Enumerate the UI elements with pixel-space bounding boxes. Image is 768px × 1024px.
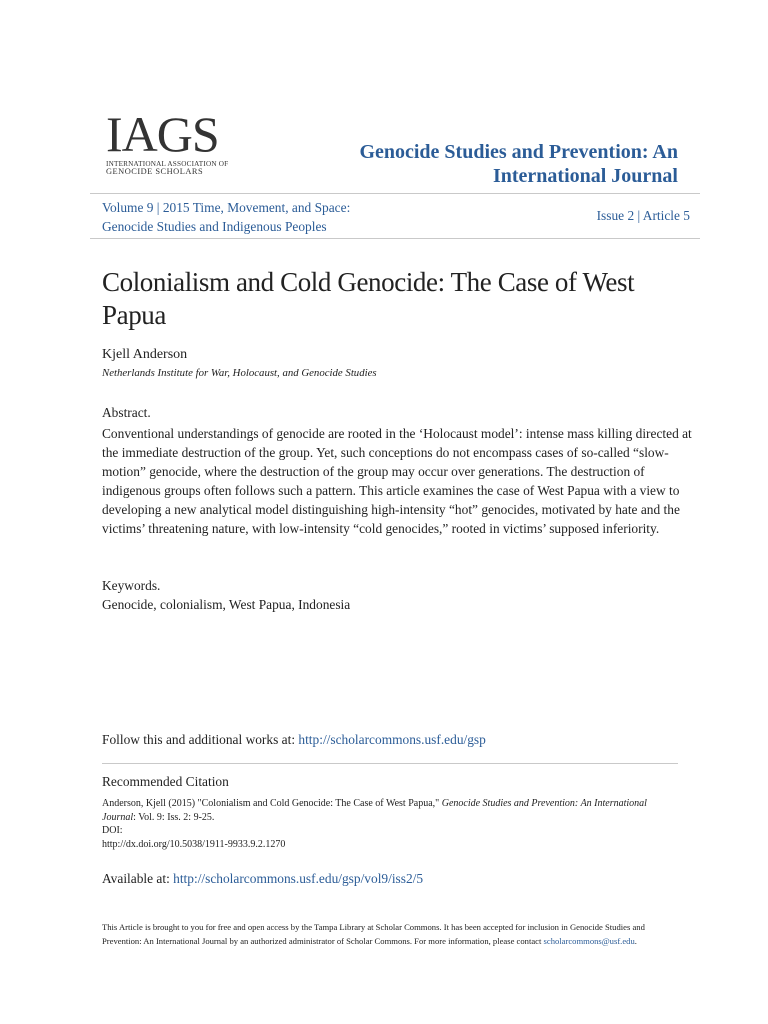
- iags-logo: [106, 106, 229, 176]
- journal-title-line2[interactable]: International Journal: [492, 165, 678, 187]
- header-divider-top: [90, 193, 700, 194]
- doi-link[interactable]: http://dx.doi.org/10.5038/1911-9933.9.2.1270: [102, 838, 286, 850]
- author-name: Kjell Anderson: [102, 347, 188, 362]
- logo-text-line1: INTERNATIONAL ASSOCIATION OF: [106, 160, 229, 168]
- volume-line2[interactable]: Genocide Studies and Indigenous Peoples: [102, 219, 327, 234]
- recommended-citation-heading: Recommended Citation: [102, 774, 229, 789]
- citation-journal: Genocide Studies and Prevention: An International Journal: [102, 798, 647, 823]
- issue-article-link[interactable]: Issue 2 | Article 5: [596, 208, 690, 223]
- available-prefix: Available at:: [102, 871, 174, 886]
- journal-title-line1[interactable]: Genocide Studies and Prevention: An: [359, 141, 678, 163]
- doi-label: DOI:: [102, 825, 123, 836]
- citation-text: [102, 797, 682, 851]
- citation-part2: : Vol. 9: Iss. 2: 9-25.: [133, 811, 215, 823]
- available-link[interactable]: http://scholarcommons.usf.edu/gsp/vol9/iss2/5: [173, 871, 424, 886]
- author-affiliation: Netherlands Institute for War, Holocaust, and Genocide Studies: [102, 367, 377, 379]
- follow-prefix: Follow this and additional works at:: [102, 732, 299, 747]
- journal-title[interactable]: [298, 140, 678, 188]
- follow-link[interactable]: http://scholarcommons.usf.edu/gsp: [298, 732, 486, 747]
- footer-end: .: [634, 936, 637, 946]
- footer-email-link[interactable]: scholarcommons@usf.edu: [543, 936, 635, 946]
- keywords-list: Genocide, colonialism, West Papua, Indonesia: [102, 597, 351, 612]
- header-divider-bottom: [90, 238, 700, 239]
- citation-part1: Anderson, Kjell (2015) "Colonialism and Cold Genocide: The Case of West Papua,": [102, 798, 442, 809]
- article-title: Colonialism and Cold Genocide: The Case of West Papua: [102, 267, 635, 330]
- volume-line1[interactable]: Volume 9 | 2015 Time, Movement, and Space:: [102, 200, 351, 215]
- citation-divider: [102, 763, 678, 764]
- keywords-heading: Keywords.: [102, 578, 161, 593]
- volume-info[interactable]: [102, 198, 402, 236]
- footer-text: This Article is brought to you for free and open access by the Tampa Library at Scholar Commons. It has been accepted for inclusion in Genocide Studies and Prevention: An International Journal by an authorized administrator of Scholar Commons. For more information, please contact: [102, 922, 645, 946]
- abstract-heading: Abstract.: [102, 405, 151, 420]
- logo-text-line2: GENOCIDE SCHOLARS: [106, 167, 204, 176]
- available-at-line: [102, 871, 423, 887]
- footer-notice: [102, 920, 662, 948]
- logo-mark: IAGS: [106, 106, 219, 162]
- follow-line: [102, 732, 486, 748]
- abstract-body: Conventional understandings of genocide are rooted in the ‘Holocaust model’: intense mass killing directed at the immediate destruction of the group. Yet, such conceptions do not encompass cases of so-called “slow-motion” genocide, where the destruction of the group may occur over generations. The destruction of indigenous groups often follows such a pattern. This article examines the case of West Papua with a view to developing a new analytical model distinguishing high-intensity “hot” genocides, motivated by hate and the victims’ threatening nature, with low-intensity “cold genocides,” rooted in victims’ supposed inferiority.: [102, 426, 692, 537]
